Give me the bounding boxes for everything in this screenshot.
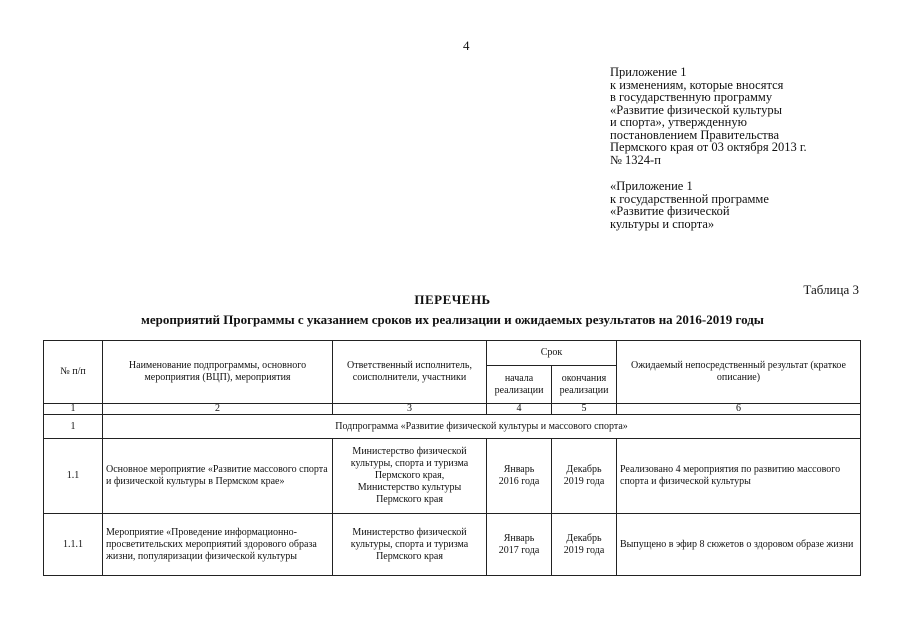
column-number: 2: [103, 404, 333, 415]
executor-line: Пермского края: [376, 494, 443, 505]
subprogram-row: [44, 415, 861, 439]
row-start: [487, 439, 552, 514]
appendix-block: [610, 66, 890, 230]
appendix-quoted-line: «Развитие физической: [610, 204, 730, 218]
start-year: 2016 года: [498, 476, 540, 487]
appendix-line: № 1324-п: [610, 152, 661, 167]
document-title: ПЕРЕЧЕНЬ: [414, 292, 491, 307]
row-end: [552, 514, 617, 576]
executor-line: культуры, спорта и туризма: [350, 538, 469, 550]
document-subtitle: мероприятий Программы с указанием сроков их реализации и ожидаемых результатов на 2016-2019 годы: [141, 312, 764, 327]
appendix-line: к изменениям, которые вносятся: [610, 77, 784, 92]
column-number: 3: [333, 404, 487, 415]
appendix-line: в государственную программу: [610, 90, 773, 104]
row-num: 1.1.1: [44, 514, 103, 576]
subprogram-num: 1: [44, 415, 103, 439]
appendix-quoted-line: «Приложение 1: [610, 179, 693, 193]
executor-line: Министерство физической: [352, 446, 467, 457]
row-executor: [333, 514, 487, 576]
start-month: Январь: [503, 532, 535, 544]
header-end: окончания реализации: [552, 366, 617, 404]
end-month: Декабрь: [566, 464, 602, 475]
row-end: [552, 439, 617, 514]
header-start: начала реализации: [487, 366, 552, 404]
appendix-line: Пермского края от 03 октября 2013 г.: [610, 140, 807, 154]
table-row: [44, 439, 861, 514]
row-start: [487, 514, 552, 576]
table-label: Таблица 3: [803, 282, 859, 297]
subprogram-title: Подпрограмма «Развитие физической культуры и массового спорта»: [103, 415, 861, 439]
start-month: Январь: [503, 464, 535, 475]
appendix-line: Приложение 1: [610, 65, 687, 79]
appendix-gap: [610, 166, 890, 180]
executor-line: Министерство культуры: [357, 482, 462, 493]
events-table: [43, 340, 861, 576]
row-name: Основное мероприятие «Развитие массового спорта и физической культуры в Пермском крае»: [103, 439, 333, 514]
end-year: 2019 года: [563, 476, 605, 487]
start-year: 2017 года: [498, 544, 540, 556]
appendix-line: постановлением Правительства: [610, 127, 780, 142]
end-year: 2019 года: [563, 544, 605, 556]
column-numbers-row: [44, 404, 861, 415]
appendix-line: «Развитие физической культуры: [610, 102, 782, 117]
appendix-quoted-line: культуры и спорта»: [610, 216, 715, 231]
header-num: № п/п: [44, 341, 103, 404]
table-header-row: [44, 341, 861, 366]
table-row: [44, 514, 861, 576]
appendix-line: и спорта», утвержденную: [610, 115, 747, 129]
executor-line: Пермского края,: [374, 470, 445, 481]
column-number: 6: [617, 404, 861, 415]
row-result: Выпущено в эфир 8 сюжетов о здоровом образе жизни: [617, 514, 861, 576]
executor-line: культуры, спорта и туризма: [350, 458, 469, 469]
executor-line: Пермского края: [376, 550, 443, 562]
header-term: Срок: [487, 341, 617, 366]
end-month: Декабрь: [566, 532, 602, 544]
executor-line: Министерство физической: [352, 526, 467, 538]
column-number: 5: [552, 404, 617, 415]
header-name: Наименование подпрограммы, основного мероприятия (ВЦП), мероприятия: [103, 341, 333, 404]
header-executor: Ответственный исполнитель, соисполнители, участники: [333, 341, 487, 404]
row-executor: [333, 439, 487, 514]
row-name: Мероприятие «Проведение информационно-просветительских мероприятий здорового образа жизни, популяризации физической культуры: [103, 514, 333, 576]
header-result: Ожидаемый непосредственный результат (краткое описание): [617, 341, 861, 404]
appendix-quoted-line: к государственной программе: [610, 191, 769, 206]
column-number: 1: [44, 404, 103, 415]
column-number: 4: [487, 404, 552, 415]
page-number: 4: [463, 38, 470, 53]
row-result: Реализовано 4 мероприятия по развитию массового спорта и физической культуры: [617, 439, 861, 514]
row-num: 1.1: [44, 439, 103, 514]
